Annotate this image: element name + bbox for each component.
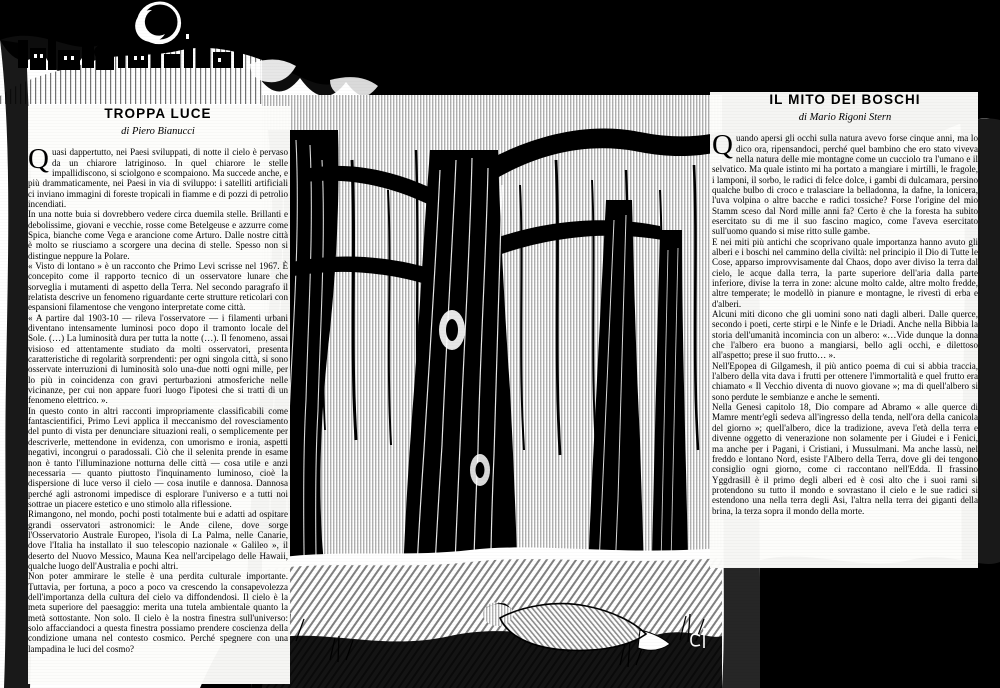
- paragraph: In una notte buia si dovrebbero vedere circa duemila stelle. Brillanti e debolissime, giovani e vecchie, rosse come Betelgeuse e azzurre come Spica, bianche come Vega e arancione come Arturo. Dalle nostre città è molto se riusciamo a scorgere una decina di stelle. Spesso non si distingue neppure la Polare.: [28, 209, 288, 261]
- left-article-body: [28, 143, 288, 654]
- right-article-title: IL MITO DEI BOSCHI: [769, 92, 921, 107]
- right-article-body: [712, 129, 978, 516]
- right-article-byline: [712, 112, 978, 123]
- paragraph: [28, 143, 288, 209]
- paragraph: « Visto di lontano » è un racconto che Primo Levi scrisse nel 1967. È concepito come il rapporto tecnico di un osservatore lunare che sorveglia i mutamenti di aspetto della Terra. Nel secondo paragrafo il relatista descrive un fenomeno riguardante certe strutture reticolari con espansioni filamentose che vengono interpretate come città.: [28, 260, 288, 313]
- left-article-byline: [28, 126, 288, 137]
- left-dropcap: Q: [28, 143, 49, 176]
- paragraph-text: uasi dappertutto, nei Paesi sviluppati, di notte il cielo è pervaso da un chiarore latriginoso. In quel chiarore le stelle impallidiscono, si sciolgono e scompaiono. Ma succede anche, e più drammaticamente, nei Paesi in via di sviluppo: i satelliti artificiali ci inviano immagini di foreste tropicali in fiamme e di pozzi di petrolio incendiati.: [28, 147, 288, 209]
- right-byline-prefix: di: [798, 112, 810, 124]
- paragraph: In questo conto in altri racconti impropriamente classificabili come fantascientifici, Primo Levi applica il meccanismo del rovesciamento del punto di vista per denunciare situazioni reali, o semplicemente per descriverle, mettendone in evidenza, con umorismo e ironia, aspetti negativi, incongrui o paradossali. Ciò che il selenita prende in esame non è tanto l'illuminazione notturna delle città — cosa utile e anzi necessaria — quanto piuttosto l'inquinamento luminoso, cioè la dispersione di luce verso il cielo — cosa inutile e dannosa. Dannosa perché agli astronomi impedisce di esplorare l'universo e a tutti noi sottrae un piacere estetico e uno stimolo alla riflessione.: [28, 405, 288, 509]
- paragraph: « A partire dal 1903-10 — rileva l'osservatore — i filamenti urbani diventano intensamente luminosi poco dopo il tramonto locale del Sole. (…) La luminosità dura per tutta la notte (…). Il fenomeno, assai visioso ed attentamente studiato da molti osservatori, presenta caratteristiche di regolarità sorprendenti: per ogni singola città, si sono osservate interruzioni di luminosità solo una-due notti ogni mille, per lo più in coincidenza con gravi perturbazioni atmosferiche nelle vicinanze, per cui non appare fuori luogo l'ipotesi che si tratti di un fenomeno elettrico. ».: [28, 312, 288, 406]
- paragraph: Nell'Epopea di Gilgamesh, il più antico poema di cui si abbia traccia, l'albero della vita dava i frutti per ottenere l'immortalità e quel frutto era chiamato « Il Vecchio diventa di nuovo giovane »; ma di quell'albero si sono perdute le sembianze e anche le sementi.: [712, 360, 978, 402]
- article-column-left: [28, 106, 290, 684]
- article-column-right: [710, 92, 978, 568]
- paragraph: E nei miti più antichi che scoprivano quale importanza hanno avuto gli alberi e i boschi nel cammino della civiltà: nel principio il Dio di Tutte le Cose, apparso improvvisamente dal Chaos, dopo aver diviso la terra dal cielo, le acque dalla terra, la parte superiore dell'aria dalla parte inferiore, divise la terra in zone: alcune molto calde, altre molto fredde, altre temperate; le modellò in pianure e montagne, le rivestì di erba e d'alberi.: [712, 236, 978, 309]
- left-article-title: TROPPA LUCE: [104, 106, 212, 121]
- paragraph: Alcuni miti dicono che gli uomini sono nati dagli alberi. Dalle querce, secondo i poeti, certe stirpi e le Ninfe e le Driadi. Anche nella Bibbia la storia dell'umanità incomincia con un albero: «…Vide dunque la donna che l'albero era buono a mangiarsi, bello agli occhi, e dilettoso all'aspetto; prese il suo frutto… ».: [712, 309, 978, 361]
- right-dropcap: Q: [712, 129, 733, 162]
- paragraph: Nella Genesi capitolo 18, Dio compare ad Abramo « alle querce di Mamre mentr'egli sedeva all'ingresso della tenda, nell'ora della canicola del giorno »; quell'albero, dice la tradizione, aveva l'età della terra e divenne oggetto di venerazione non solamente per i Giudei e i Fenici, ma anche per i Pagani, i Cristiani, i Mussulmani. Ma anche lassù, nel freddo e lontano Nord, esiste l'Albero della Terra, dove gli dei tengono consiglio ogni giorno, come ci raccontano nell'Edda. Il frassino Yggdrasill è il primo degli alberi ed è così alto che i suoi rami si protendono su tutto il mondo e sovrastano il cielo e le sue radici si estendono una nella terra degli Asi, l'altra nella terra dei giganti della brina, la terza sopra il mondo della morte.: [712, 402, 978, 516]
- left-byline-author: Piero Bianucci: [131, 126, 195, 138]
- paragraph-text: uando apersi gli occhi sulla natura avevo forse cinque anni, ma lo dico ora, ripensandoci, perché quel bambino che ero stato viveva nella natura delle mie montagne come un cucciolo tra l'umano e il selvatico. Ma quale istinto mi ha portato a mangiare i mirtilli, le fragole, i lamponi, il sorbo, le radici di felce dolce, i gambi di dulcamara, persino qualche bulbo di croco e tralasciare la belladonna, la dafne, la lonicera, l'uva volpina o altre bacche e radici tossiche? Forse l'origine del mio Stamm sceso dal Nord mille anni fa? Certo è che la foresta ha subito esercitato su di me il suo fascino magico, come l'aveva esercitato sull'uomo quando si mise ritto sulle gambe.: [712, 133, 978, 237]
- paragraph: Non poter ammirare le stelle è una perdita culturale importante. Tuttavia, per fortuna, a poco a poco va crescendo la consapevolezza dell'importanza della cultura del cielo va diffondendosi. Il cielo è la meta superiore del paesaggio: merita una tutela ambientale quanto la metà sottostante. Non solo. Il cielo è la nostra finestra sull'universo: solo affacciandoci a questa finestra possiamo prendere coscienza della condizione umana nel contesto cosmico. Perché spegnere con una lampadina le luci del cosmo?: [28, 571, 288, 654]
- right-byline-author: Mario Rigoni Stern: [809, 112, 892, 124]
- paragraph: [712, 129, 978, 237]
- left-byline-prefix: di: [121, 126, 132, 138]
- paragraph: Rimangono, nel mondo, pochi posti totalmente bui e adatti ad ospitare grandi osservatori astronomici: le Ande cilene, dove sorge l'Osservatorio Australe Europeo, l'isola di La Palma, nelle Canarie, dove l'Italia ha installato il suo telescopio nazionale « Galileo », il deserto del Nuovo Messico, Mauna Kea nell'arcipelago delle Hawaii, qualche luogo dell'Australia e pochi altri.: [28, 509, 288, 571]
